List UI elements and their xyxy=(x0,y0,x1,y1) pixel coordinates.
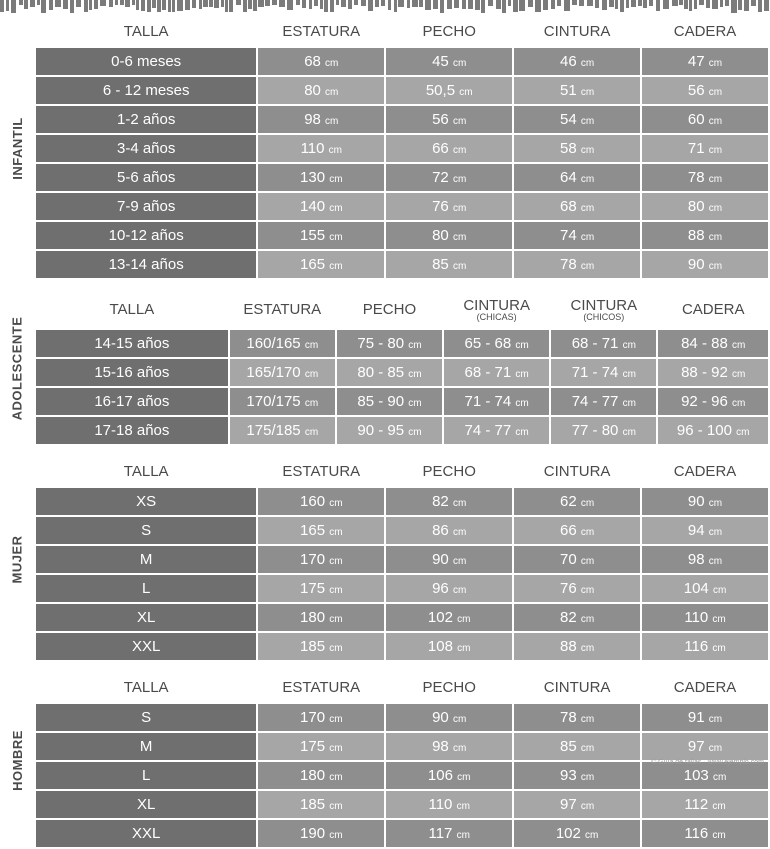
cell-cintura-chicos: 68 - 71 cm xyxy=(551,330,656,357)
cell-estatura: 130 cm xyxy=(258,164,384,191)
cell-pecho: 50,5 cm xyxy=(386,77,512,104)
cell-cintura: 64 cm xyxy=(514,164,640,191)
cell-talla: 16-17 años xyxy=(36,388,228,415)
column-header-talla: TALLA xyxy=(36,674,256,702)
cell-talla: S xyxy=(36,704,256,731)
cell-cintura: 82 cm xyxy=(514,604,640,631)
section-mujer xyxy=(0,456,770,662)
column-header-estatura: ESTATURA xyxy=(258,674,384,702)
cell-cintura-chicos: 71 - 74 cm xyxy=(551,359,656,386)
cell-pecho: 90 cm xyxy=(386,546,512,573)
footer-note: © Guía de tallas · www.ejemplo.com xyxy=(651,759,764,766)
cell-talla: L xyxy=(36,575,256,602)
table-row xyxy=(36,164,768,191)
cell-estatura: 160/165 cm xyxy=(230,330,335,357)
column-header-talla: TALLA xyxy=(36,18,256,46)
cell-talla: XXL xyxy=(36,633,256,660)
table-row xyxy=(36,135,768,162)
cell-estatura: 160 cm xyxy=(258,488,384,515)
cell-pecho: 102 cm xyxy=(386,604,512,631)
table-row xyxy=(36,193,768,220)
cell-cadera: 103 cm xyxy=(642,762,768,789)
cell-cintura: 97 cm xyxy=(514,791,640,818)
cell-cadera: 97 cm xyxy=(642,733,768,760)
cell-cintura-chicos: 77 - 80 cm xyxy=(551,417,656,444)
table-row xyxy=(36,488,768,515)
cell-estatura: 180 cm xyxy=(258,762,384,789)
table-row xyxy=(36,359,768,386)
cell-estatura: 110 cm xyxy=(258,135,384,162)
column-header-cadera: CADERA xyxy=(642,458,768,486)
cell-estatura: 165/170 cm xyxy=(230,359,335,386)
cell-pecho: 106 cm xyxy=(386,762,512,789)
section-adolescente xyxy=(0,290,770,446)
cell-talla: 5-6 años xyxy=(36,164,256,191)
cell-pecho: 56 cm xyxy=(386,106,512,133)
cell-pecho: 90 - 95 cm xyxy=(337,417,442,444)
torn-paper-edge xyxy=(0,0,770,14)
column-header-talla: TALLA xyxy=(36,292,228,328)
cell-talla: 14-15 años xyxy=(36,330,228,357)
cell-cintura: 78 cm xyxy=(514,704,640,731)
cell-cintura-chicas: 74 - 77 cm xyxy=(444,417,549,444)
cell-cadera: 90 cm xyxy=(642,251,768,278)
section-infantil xyxy=(0,16,770,280)
table-row xyxy=(36,517,768,544)
table-row xyxy=(36,48,768,75)
cell-estatura: 140 cm xyxy=(258,193,384,220)
cell-cadera: 84 - 88 cm xyxy=(658,330,768,357)
cell-pecho: 86 cm xyxy=(386,517,512,544)
cell-cadera: 98 cm xyxy=(642,546,768,573)
table-header-row xyxy=(36,18,768,46)
cell-estatura: 68 cm xyxy=(258,48,384,75)
column-header-cintura: CINTURA xyxy=(514,18,640,46)
cell-pecho: 110 cm xyxy=(386,791,512,818)
cell-talla: 0-6 meses xyxy=(36,48,256,75)
cell-cadera: 91 cm xyxy=(642,704,768,731)
cell-pecho: 72 cm xyxy=(386,164,512,191)
table-row xyxy=(36,417,768,444)
section-label-adolescente xyxy=(2,290,32,446)
table-row xyxy=(36,546,768,573)
column-header-cadera: CADERA xyxy=(642,674,768,702)
table-row xyxy=(36,575,768,602)
column-header-cadera: CADERA xyxy=(658,292,768,328)
cell-cadera: 47 cm xyxy=(642,48,768,75)
cell-estatura: 155 cm xyxy=(258,222,384,249)
cell-pecho: 75 - 80 cm xyxy=(337,330,442,357)
cell-estatura: 175/185 cm xyxy=(230,417,335,444)
cell-talla: XL xyxy=(36,604,256,631)
cell-cintura: 85 cm xyxy=(514,733,640,760)
cell-cintura: 46 cm xyxy=(514,48,640,75)
column-header-cintura: CINTURA xyxy=(514,458,640,486)
cell-cadera: 60 cm xyxy=(642,106,768,133)
column-header-pecho: PECHO xyxy=(337,292,442,328)
column-header-pecho: PECHO xyxy=(386,18,512,46)
table-row xyxy=(36,633,768,660)
column-header-estatura: ESTATURA xyxy=(258,18,384,46)
cell-cintura-chicas: 68 - 71 cm xyxy=(444,359,549,386)
cell-cadera: 110 cm xyxy=(642,604,768,631)
cell-talla: 7-9 años xyxy=(36,193,256,220)
column-header-talla: TALLA xyxy=(36,458,256,486)
table-header-row xyxy=(36,458,768,486)
cell-talla: 15-16 años xyxy=(36,359,228,386)
cell-estatura: 98 cm xyxy=(258,106,384,133)
cell-cintura: 76 cm xyxy=(514,575,640,602)
table-row xyxy=(36,604,768,631)
table-row xyxy=(36,251,768,278)
cell-talla: 6 - 12 meses xyxy=(36,77,256,104)
cell-cintura: 54 cm xyxy=(514,106,640,133)
section-label-hombre xyxy=(2,672,32,849)
cell-pecho: 117 cm xyxy=(386,820,512,847)
cell-talla: 17-18 años xyxy=(36,417,228,444)
section-label-mujer xyxy=(2,456,32,662)
cell-cintura-chicas: 65 - 68 cm xyxy=(444,330,549,357)
column-header-pecho: PECHO xyxy=(386,674,512,702)
column-header-pecho: PECHO xyxy=(386,458,512,486)
cell-talla: XXL xyxy=(36,820,256,847)
table-mujer xyxy=(34,456,770,662)
cell-talla: 3-4 años xyxy=(36,135,256,162)
cell-talla: XL xyxy=(36,791,256,818)
table-row xyxy=(36,77,768,104)
cell-estatura: 165 cm xyxy=(258,517,384,544)
table-row xyxy=(36,330,768,357)
cell-cintura-chicas: 71 - 74 cm xyxy=(444,388,549,415)
cell-pecho: 45 cm xyxy=(386,48,512,75)
cell-pecho: 90 cm xyxy=(386,704,512,731)
cell-cintura: 70 cm xyxy=(514,546,640,573)
cell-estatura: 170/175 cm xyxy=(230,388,335,415)
cell-talla: L xyxy=(36,762,256,789)
cell-cadera: 96 - 100 cm xyxy=(658,417,768,444)
cell-pecho: 82 cm xyxy=(386,488,512,515)
cell-talla: S xyxy=(36,517,256,544)
cell-estatura: 80 cm xyxy=(258,77,384,104)
column-header-cintura-chicos: CINTURA (CHICOS) xyxy=(551,292,656,328)
cell-pecho: 96 cm xyxy=(386,575,512,602)
table-row xyxy=(36,106,768,133)
column-header-cintura: CINTURA xyxy=(514,674,640,702)
table-row xyxy=(36,222,768,249)
table-row xyxy=(36,820,768,847)
cell-talla: XS xyxy=(36,488,256,515)
cell-talla: 10-12 años xyxy=(36,222,256,249)
cell-cintura: 62 cm xyxy=(514,488,640,515)
column-header-cintura-chicas: CINTURA (CHICAS) xyxy=(444,292,549,328)
cell-pecho: 85 cm xyxy=(386,251,512,278)
cell-cadera: 112 cm xyxy=(642,791,768,818)
table-row xyxy=(36,791,768,818)
cell-cadera: 88 cm xyxy=(642,222,768,249)
cell-cadera: 92 - 96 cm xyxy=(658,388,768,415)
cell-cintura: 68 cm xyxy=(514,193,640,220)
cell-cadera: 88 - 92 cm xyxy=(658,359,768,386)
cell-estatura: 175 cm xyxy=(258,575,384,602)
cell-pecho: 85 - 90 cm xyxy=(337,388,442,415)
cell-cintura: 102 cm xyxy=(514,820,640,847)
cell-cadera: 94 cm xyxy=(642,517,768,544)
cell-pecho: 98 cm xyxy=(386,733,512,760)
cell-cadera: 90 cm xyxy=(642,488,768,515)
cell-pecho: 66 cm xyxy=(386,135,512,162)
cell-cadera: 116 cm xyxy=(642,633,768,660)
section-label-infantil xyxy=(2,16,32,280)
table-row xyxy=(36,388,768,415)
column-header-cadera: CADERA xyxy=(642,18,768,46)
cell-talla: 1-2 años xyxy=(36,106,256,133)
cell-estatura: 185 cm xyxy=(258,791,384,818)
cell-cadera: 78 cm xyxy=(642,164,768,191)
cell-talla: 13-14 años xyxy=(36,251,256,278)
cell-estatura: 190 cm xyxy=(258,820,384,847)
cell-cintura: 78 cm xyxy=(514,251,640,278)
cell-estatura: 165 cm xyxy=(258,251,384,278)
cell-cintura: 74 cm xyxy=(514,222,640,249)
section-label-text: HOMBRE xyxy=(9,730,25,791)
table-row xyxy=(36,704,768,731)
cell-estatura: 170 cm xyxy=(258,546,384,573)
cell-estatura: 185 cm xyxy=(258,633,384,660)
table-infantil xyxy=(34,16,770,280)
cell-cadera: 71 cm xyxy=(642,135,768,162)
cell-pecho: 80 cm xyxy=(386,222,512,249)
table-adolescente xyxy=(34,290,770,446)
cell-talla: M xyxy=(36,546,256,573)
cell-estatura: 180 cm xyxy=(258,604,384,631)
cell-cadera: 56 cm xyxy=(642,77,768,104)
cell-cadera: 104 cm xyxy=(642,575,768,602)
cell-pecho: 80 - 85 cm xyxy=(337,359,442,386)
cell-cintura: 51 cm xyxy=(514,77,640,104)
cell-pecho: 108 cm xyxy=(386,633,512,660)
table-header-row xyxy=(36,674,768,702)
section-label-text: MUJER xyxy=(9,534,25,584)
cell-estatura: 170 cm xyxy=(258,704,384,731)
column-header-estatura: ESTATURA xyxy=(258,458,384,486)
cell-cintura: 88 cm xyxy=(514,633,640,660)
cell-estatura: 175 cm xyxy=(258,733,384,760)
table-header-row xyxy=(36,292,768,328)
cell-cadera: 116 cm xyxy=(642,820,768,847)
table-row xyxy=(36,733,768,760)
cell-cadera: 80 cm xyxy=(642,193,768,220)
cell-cintura: 66 cm xyxy=(514,517,640,544)
cell-cintura-chicos: 74 - 77 cm xyxy=(551,388,656,415)
cell-talla: M xyxy=(36,733,256,760)
section-label-text: ADOLESCENTE xyxy=(9,316,25,420)
cell-pecho: 76 cm xyxy=(386,193,512,220)
cell-cintura: 93 cm xyxy=(514,762,640,789)
section-label-text: INFANTIL xyxy=(9,116,25,180)
cell-cintura: 58 cm xyxy=(514,135,640,162)
column-header-estatura: ESTATURA xyxy=(230,292,335,328)
